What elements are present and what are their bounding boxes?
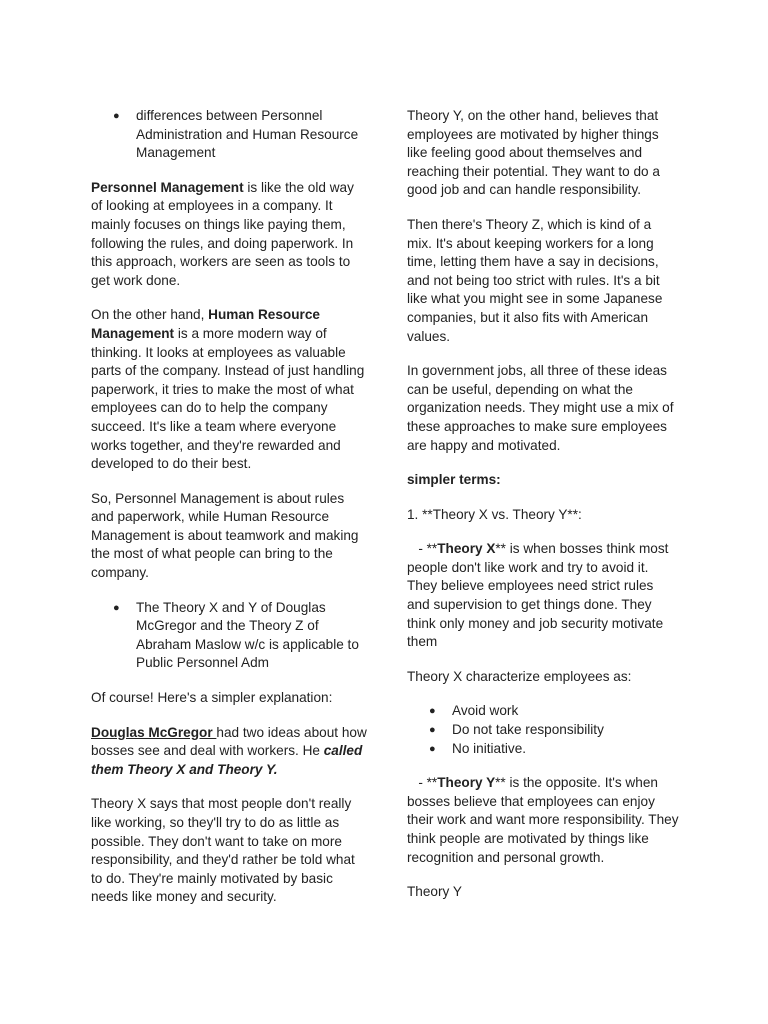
- bullet-icon: ●: [113, 110, 120, 122]
- paragraph-theory-y-label: Theory Y: [407, 884, 462, 900]
- paragraph-theory-x: Theory X says that most people don't really like working, so they'll try to do as little as possible. They don't want to take on more responsibility, and they'd rather be told what to do. They're mainly motivated by basic needs like money and security.: [91, 796, 355, 905]
- paragraph-characterize: Theory X characterize employees as:: [407, 668, 632, 684]
- bullet-icon: ●: [429, 724, 436, 737]
- bold-term: Theory Y: [437, 775, 496, 791]
- bullet-text: differences between Personnel Administration and Human Resource Management: [136, 108, 359, 161]
- heading-simpler-terms: simpler terms:: [407, 472, 501, 488]
- list-item: ● No initiative.: [407, 740, 679, 759]
- bullet-item: [91, 599, 369, 673]
- paragraph-theory-y: Theory Y, on the other hand, believes that employees are motivated by higher things like feeling good about themselves and reaching their potential. They want to do a good job and can handle responsibility.: [407, 108, 660, 198]
- left-column: [91, 107, 369, 923]
- paragraph-hrm: On the other hand, Human Resource Management is a more modern way of thinking. It looks at employees as valuable parts of the company. Instead of just handling paperwork, it tries to make the most of what employees can do to help the company succeed. It's like a team where everyone works together, and they're rewarded and developed to do their best.: [91, 307, 365, 472]
- bullet-item: [91, 107, 369, 163]
- paragraph-mcgregor: Douglas McGregor had two ideas about how bosses see and deal with workers. He called them Theory X and Theory Y.: [91, 724, 367, 777]
- paragraph-numbered: 1. **Theory X vs. Theory Y**:: [407, 506, 582, 522]
- paragraph-theory-x-detail: - **Theory X** is when bosses think most people don't like work and try to avoid it. They believe employees need strict rules and supervision to get things done. They think only money and job security motivate them: [407, 541, 669, 650]
- paragraph-personnel-management: Personnel Management is like the old way of looking at employees in a company. It mainly focuses on things like paying them, following the rules, and doing paperwork. In this approach, workers are seen as tools to get work done.: [91, 179, 354, 288]
- underlined-name: Douglas McGregor: [91, 724, 217, 740]
- trait-list: [407, 702, 679, 758]
- paragraph-intro: Of course! Here's a simpler explanation:: [91, 690, 333, 706]
- paragraph-summary: So, Personnel Management is about rules and paperwork, while Human Resource Management is about teamwork and making the most of what people can bring to the company.: [91, 490, 359, 581]
- bold-term: Personnel Management: [91, 179, 244, 195]
- bold-term: Human Resource Management: [91, 307, 320, 341]
- paragraph-government: In government jobs, all three of these ideas can be useful, depending on what the organization needs. They might use a mix of these approaches to make sure employees are happy and motivated.: [407, 363, 674, 453]
- bullet-text: The Theory X and Y of Douglas McGregor and the Theory Z of Abraham Maslow w/c is applicable to Public Personnel Adm: [136, 599, 359, 671]
- list-item: ● Avoid work: [407, 702, 679, 721]
- bold-italic-phrase: called them Theory X and Theory Y.: [91, 743, 363, 777]
- bullet-icon: ●: [429, 705, 436, 718]
- list-item: ● Do not take responsibility: [407, 721, 679, 740]
- right-column: [407, 107, 679, 918]
- paragraph-theory-y-detail: - **Theory Y** is the opposite. It's when bosses believe that employees can enjoy their work and want more responsibility. They think people are motivated by things like recognition and personal growth.: [407, 775, 679, 865]
- bullet-icon: ●: [113, 601, 120, 614]
- paragraph-theory-z: Then there's Theory Z, which is kind of a mix. It's about keeping workers for a long time, letting them have a say in decisions, and not being too strict with rules. It's a bit like what you might see in some Japanese companies, but it also fits with American values.: [407, 216, 663, 344]
- bullet-icon: ●: [429, 742, 436, 755]
- bold-term: Theory X: [437, 541, 496, 557]
